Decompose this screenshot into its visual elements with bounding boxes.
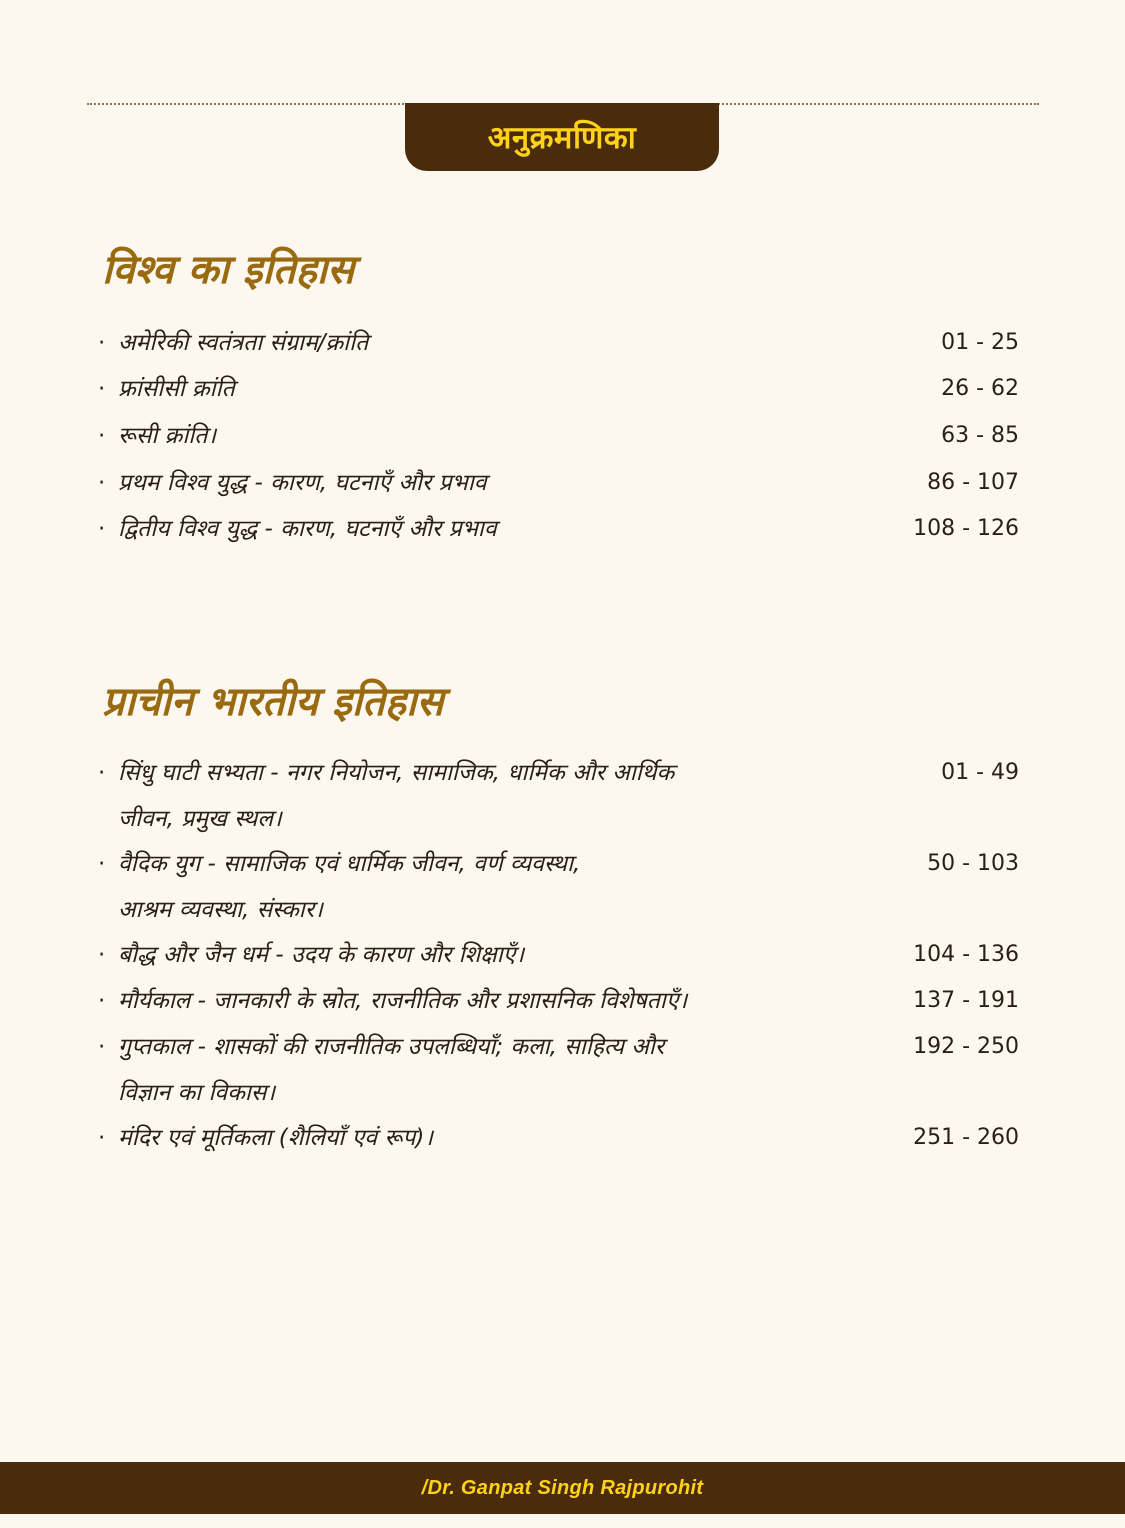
toc-item-title: अमेरिकी स्वतंत्रता संग्राम/क्रांति [118, 330, 369, 356]
bullet-dot: · [98, 376, 106, 402]
page-title-banner [405, 103, 719, 171]
toc-item-title: फ्रांसीसी क्रांति [118, 376, 235, 402]
bullet-dot: · [98, 1125, 106, 1151]
toc-item-title-continued: विज्ञान का विकास। [118, 1080, 276, 1106]
footer-author: /Dr. Ganpat Singh Rajpurohit [421, 1476, 704, 1499]
toc-item-title: रूसी क्रांति। [118, 423, 217, 449]
toc-item-title-continued: आश्रम व्यवस्था, संस्कार। [118, 897, 323, 923]
toc-item-title: सिंधु घाटी सभ्यता - नगर नियोजन, सामाजिक, धार्मिक और आर्थिक [118, 760, 675, 786]
toc-page-range: 01 - 25 [941, 330, 1019, 355]
toc-page-range: 01 - 49 [941, 760, 1019, 785]
toc-item[interactable] [98, 413, 1019, 459]
bullet-dot: · [98, 330, 106, 356]
toc-page-range: 192 - 250 [913, 1034, 1019, 1059]
footer-bar [0, 1462, 1125, 1514]
bullet-dot: · [98, 516, 106, 542]
toc-item-title: प्रथम विश्व युद्ध - कारण, घटनाएँ और प्रभाव [118, 470, 487, 496]
toc-item[interactable] [98, 978, 1019, 1024]
toc-item[interactable] [98, 366, 1019, 412]
toc-item[interactable] [98, 841, 1019, 933]
toc-item[interactable] [98, 932, 1019, 978]
toc-page-range: 251 - 260 [913, 1125, 1019, 1150]
toc-item-title: वैदिक युग - सामाजिक एवं धार्मिक जीवन, वर्ण व्यवस्था, [118, 851, 581, 877]
toc-item[interactable] [98, 506, 1019, 552]
toc-page-range: 50 - 103 [927, 851, 1019, 876]
toc-page-range: 137 - 191 [913, 988, 1019, 1013]
toc-item[interactable] [98, 1115, 1019, 1161]
toc-item[interactable] [98, 1024, 1019, 1116]
bullet-dot: · [98, 1034, 106, 1060]
bullet-dot: · [98, 851, 106, 877]
bullet-dot: · [98, 988, 106, 1014]
toc-page-range: 86 - 107 [927, 470, 1019, 495]
toc-item-title: गुप्तकाल - शासकों की राजनीतिक उपलब्धियाँ; कला, साहित्य और [118, 1034, 665, 1060]
section-heading: प्राचीन भारतीय इतिहास [102, 678, 444, 725]
toc-item-title: मौर्यकाल - जानकारी के स्रोत, राजनीतिक और प्रशासनिक विशेषताएँ। [118, 988, 688, 1014]
toc-page-range: 108 - 126 [913, 516, 1019, 541]
toc-page-range: 104 - 136 [913, 942, 1019, 967]
toc-item-title: मंदिर एवं मूर्तिकला (शैलियाँ एवं रूप)। [118, 1125, 434, 1151]
bullet-dot: · [98, 423, 106, 449]
section-heading: विश्व का इतिहास [102, 246, 355, 293]
toc-item[interactable] [98, 320, 1019, 366]
toc-item-title: बौद्ध और जैन धर्म - उदय के कारण और शिक्षाएँ। [118, 942, 525, 968]
page-title: अनुक्रमणिका [487, 120, 637, 156]
bullet-dot: · [98, 470, 106, 496]
toc-page-range: 26 - 62 [941, 376, 1019, 401]
toc-item[interactable] [98, 460, 1019, 506]
toc-item-title: द्वितीय विश्व युद्ध - कारण, घटनाएँ और प्रभाव [118, 516, 497, 542]
toc-item[interactable] [98, 750, 1019, 842]
toc-item-title-continued: जीवन, प्रमुख स्थल। [118, 806, 282, 832]
toc-page-range: 63 - 85 [941, 423, 1019, 448]
bullet-dot: · [98, 942, 106, 968]
bullet-dot: · [98, 760, 106, 786]
